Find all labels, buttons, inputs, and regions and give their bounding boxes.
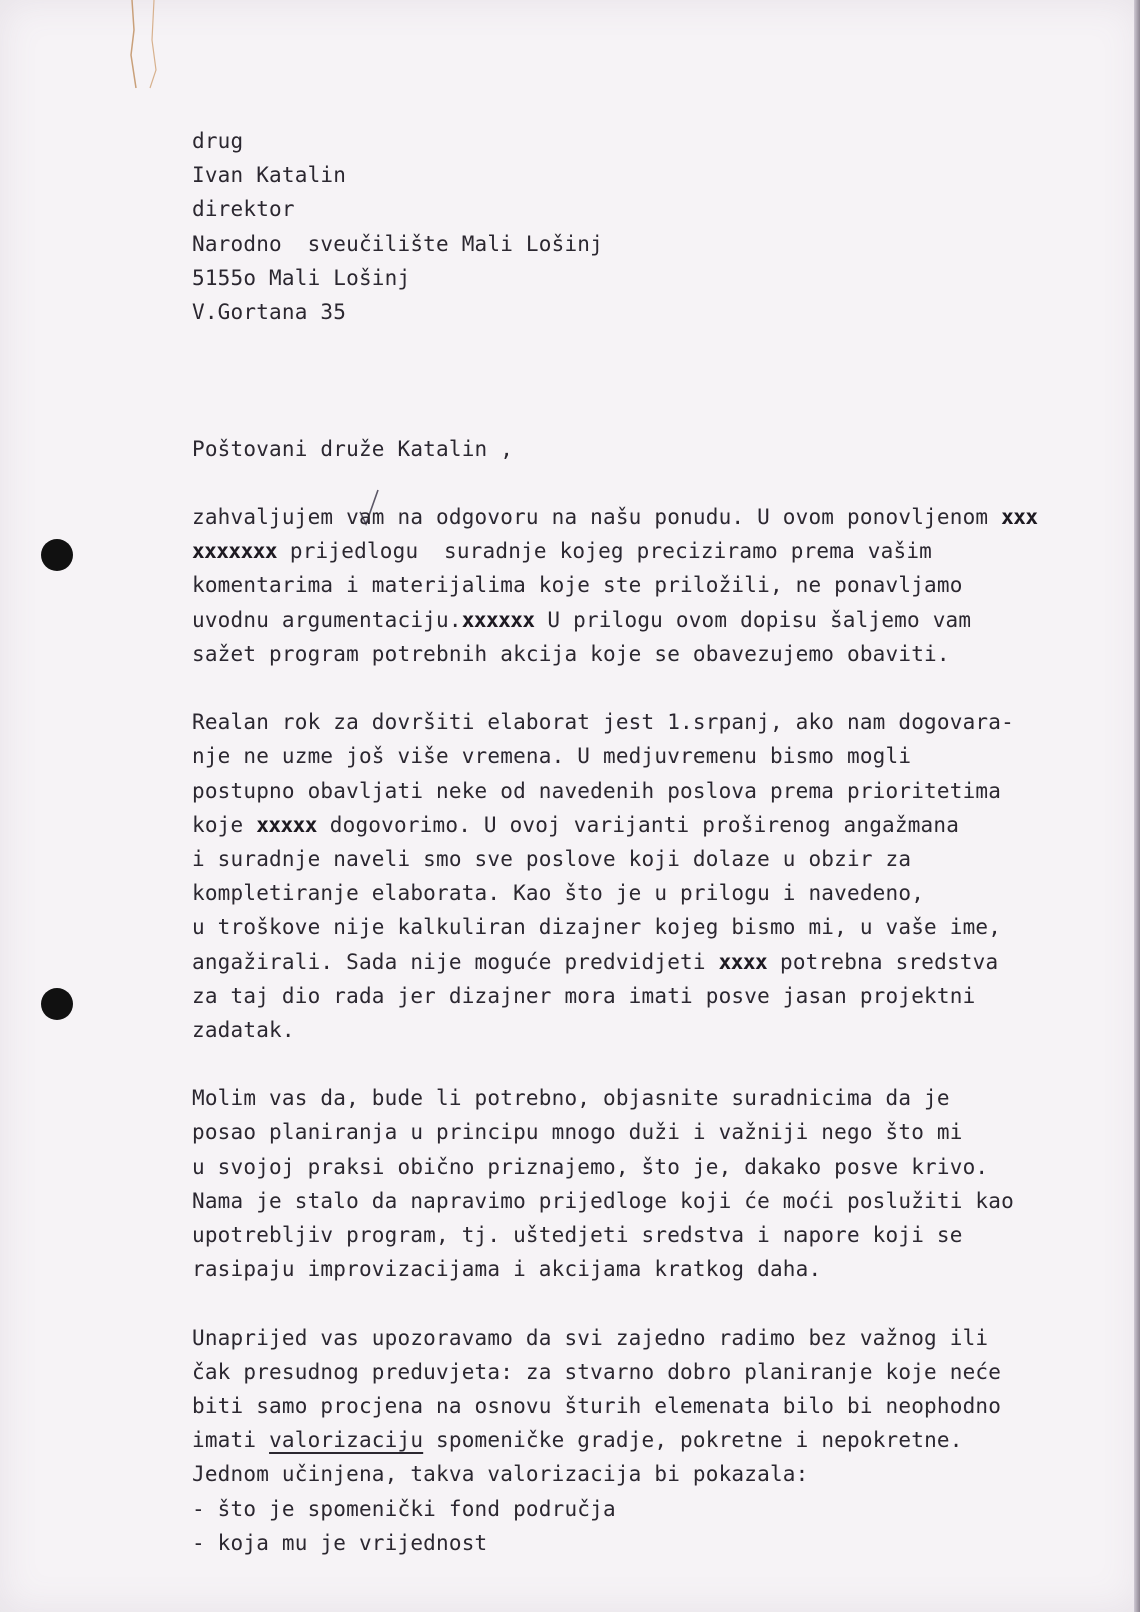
list-item: - koja mu je vrijednost [192, 1530, 488, 1555]
body-line: Unaprijed vas upozoravamo da svi zajedno radimo bez važnog ili [192, 1325, 989, 1350]
body-line: nje ne uzme još više vremena. U medjuvremenu bismo mogli [192, 744, 912, 769]
address-line: 5155o Mali Lošinj [192, 265, 411, 290]
line-text: uvodnu argumentaciju. [192, 607, 462, 632]
line-text: prijedlogu suradnje kojeg preciziramo prema vašim [277, 539, 933, 564]
body-line [192, 808, 1092, 842]
address-line: drug [192, 129, 244, 153]
line-text: sažet program potrebnih akcija koje se obavezujemo obaviti. [192, 641, 950, 666]
typed-over-text: xxxxxxx [192, 539, 278, 564]
paragraph-4 [192, 1321, 1092, 1560]
body-line [192, 945, 1092, 979]
line-text: U prilogu ovom dopisu šaljemo vam [534, 607, 972, 632]
body-line: Realan rok za dovršiti elaborat jest 1.srpanj, ako nam dogovara- [192, 710, 1014, 735]
body-line: za taj dio rada jer dizajner mora imati posve jasan projektni [192, 983, 976, 1008]
recipient-address [192, 124, 1092, 329]
typed-over-text: xxx [1001, 505, 1038, 530]
typed-over-text: xxxxxx [461, 607, 535, 632]
body-line: Jednom učinjena, takva valorizacija bi pokazala: [192, 1462, 809, 1487]
punch-hole-upper [41, 539, 73, 571]
underlined-word: valorizaciju [269, 1428, 424, 1453]
line-text: zahvaljujem vam na odgovoru na našu ponudu. U ovom ponovljenom [192, 505, 1002, 530]
address-line: Narodno sveučilište Mali Lošinj [192, 231, 603, 256]
list-item: - što je spomenički fond područja [192, 1496, 616, 1521]
body-line: postupno obavljati neke od navedenih poslova prema prioritetima [192, 778, 1002, 803]
typed-over-text: xxxxx [256, 812, 317, 837]
page-edge-shadow [1134, 0, 1140, 1612]
typed-over-text: xxxx [718, 949, 768, 974]
paper-tear-mark [128, 0, 162, 90]
paragraph-3 [192, 1081, 1092, 1286]
line-text: imati [192, 1428, 270, 1453]
line-text: koje [192, 812, 257, 837]
body-line: Molim vas da, bude li potrebno, objasnite suradnicima da je [192, 1086, 950, 1111]
letter-body [192, 124, 1092, 1560]
body-line [192, 568, 1092, 602]
paragraph-1 [192, 500, 1092, 671]
body-line [192, 534, 1092, 568]
punch-hole-lower [41, 988, 73, 1020]
line-text: spomeničke gradje, pokretne i nepokretne. [423, 1428, 963, 1453]
body-line: biti samo procjena na osnovu šturih elemenata bilo bi neophodno [192, 1393, 1002, 1418]
body-line: upotrebljiv program, tj. uštedjeti sredstva i napore koji se [192, 1223, 963, 1248]
body-line: u troškove nije kalkuliran dizajner kojeg bismo mi, u vaše ime, [192, 915, 1002, 940]
address-line: Ivan Katalin [192, 163, 347, 188]
line-text: komentarima i materijalima koje ste priložili, ne ponavljamo [192, 573, 963, 598]
body-line: čak presudnog preduvjeta: za stvarno dobro planiranje koje neće [192, 1359, 1002, 1384]
body-line: Nama je stalo da napravimo prijedloge koji će moći poslužiti kao [192, 1188, 1014, 1213]
body-line: rasipaju improvizacijama i akcijama kratkog daha. [192, 1257, 822, 1282]
body-line: posao planiranja u principu mnogo duži i važniji nego što mi [192, 1120, 963, 1145]
body-line: zadatak. [192, 1017, 295, 1042]
salutation: Poštovani druže Katalin , [192, 436, 514, 461]
line-text: angažirali. Sada nije moguće predvidjeti [192, 949, 719, 974]
line-text: dogovorimo. U ovoj varijanti proširenog angažmana [316, 812, 960, 837]
body-line [192, 1423, 1092, 1457]
address-line: V.Gortana 35 [192, 299, 347, 324]
address-line: direktor [192, 197, 295, 222]
body-line: u svojoj praksi obično priznajemo, što je, dakako posve krivo. [192, 1154, 989, 1179]
body-line [192, 603, 1092, 637]
line-text: potrebna sredstva [767, 949, 999, 974]
body-line: i suradnje naveli smo sve poslove koji dolaze u obzir za [192, 846, 912, 871]
body-line [192, 637, 1092, 671]
paragraph-2 [192, 705, 1092, 1047]
body-line [192, 500, 1092, 534]
body-line: kompletiranje elaborata. Kao što je u prilogu i navedeno, [192, 881, 925, 906]
